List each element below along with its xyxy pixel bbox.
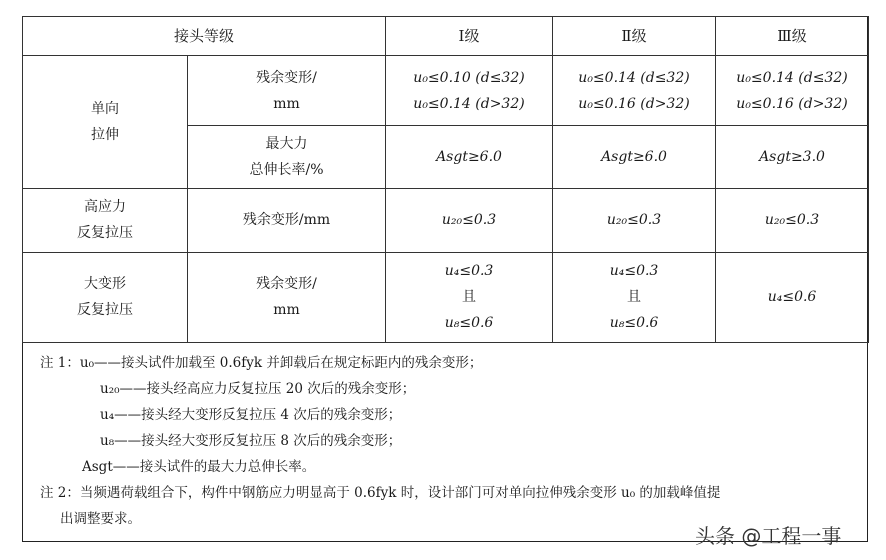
high-stress-g3: u₂₀≤0.3 — [716, 188, 869, 252]
large-def-g2: u₄≤0.3 且 u₈≤0.6 — [553, 252, 716, 342]
header-grade-3: Ⅲ级 — [716, 17, 869, 56]
uniaxial-residual-g1: u₀≤0.10 (d≤32) u₀≤0.14 (d>32) — [386, 56, 553, 126]
high-stress-label: 高应力 反复拉压 — [23, 188, 188, 252]
table-notes — [40, 350, 860, 532]
joint-grade-table — [22, 16, 869, 343]
uniaxial-residual-g3: u₀≤0.14 (d≤32) u₀≤0.16 (d>32) — [716, 56, 869, 126]
uniaxial-label: 单向 拉伸 — [23, 56, 188, 188]
table-header-row — [23, 17, 869, 56]
high-stress-g1: u₂₀≤0.3 — [386, 188, 553, 252]
note-u4: u₄——接头经大变形反复拉压 4 次后的残余变形； — [100, 407, 402, 423]
table-row — [23, 252, 869, 342]
header-grade-1: Ⅰ级 — [386, 17, 553, 56]
note-u8: u₈——接头经大变形反复拉压 8 次后的残余变形； — [100, 433, 402, 449]
uniaxial-maxforce-label: 最大力 总伸长率/% — [188, 126, 386, 188]
header-grade: 接头等级 — [23, 17, 386, 56]
note-2: 注 2：当频遇荷载组合下，构件中钢筋应力明显高于 0.6fyk 时，设计部门可对单向拉伸残余变形 u₀ 的加载峰值提 — [40, 485, 721, 501]
large-def-g3: u₄≤0.6 — [716, 252, 869, 342]
table-row — [23, 56, 869, 126]
uniaxial-maxforce-g3: Asgt≥3.0 — [716, 126, 869, 188]
uniaxial-maxforce-g2: Asgt≥6.0 — [553, 126, 716, 188]
note-asgt: Asgt——接头试件的最大力总伸长率。 — [82, 459, 316, 475]
uniaxial-residual-label: 残余变形/ mm — [188, 56, 386, 126]
uniaxial-residual-g2: u₀≤0.14 (d≤32) u₀≤0.16 (d>32) — [553, 56, 716, 126]
note-1: 注 1：u₀——接头试件加载至 0.6fyk 并卸载后在规定标距内的残余变形； — [40, 355, 483, 371]
large-def-g1: u₄≤0.3 且 u₈≤0.6 — [386, 252, 553, 342]
header-grade-2: Ⅱ级 — [553, 17, 716, 56]
high-stress-g2: u₂₀≤0.3 — [553, 188, 716, 252]
large-def-residual-label: 残余变形/ mm — [188, 252, 386, 342]
table-row — [23, 188, 869, 252]
note-u20: u₂₀——接头经高应力反复拉压 20 次后的残余变形； — [100, 381, 416, 397]
watermark: 头条 @工程一事 — [695, 524, 842, 548]
uniaxial-maxforce-g1: Asgt≥6.0 — [386, 126, 553, 188]
note-2-cont: 出调整要求。 — [60, 511, 141, 527]
high-stress-residual-label: 残余变形/mm — [188, 188, 386, 252]
large-def-label: 大变形 反复拉压 — [23, 252, 188, 342]
